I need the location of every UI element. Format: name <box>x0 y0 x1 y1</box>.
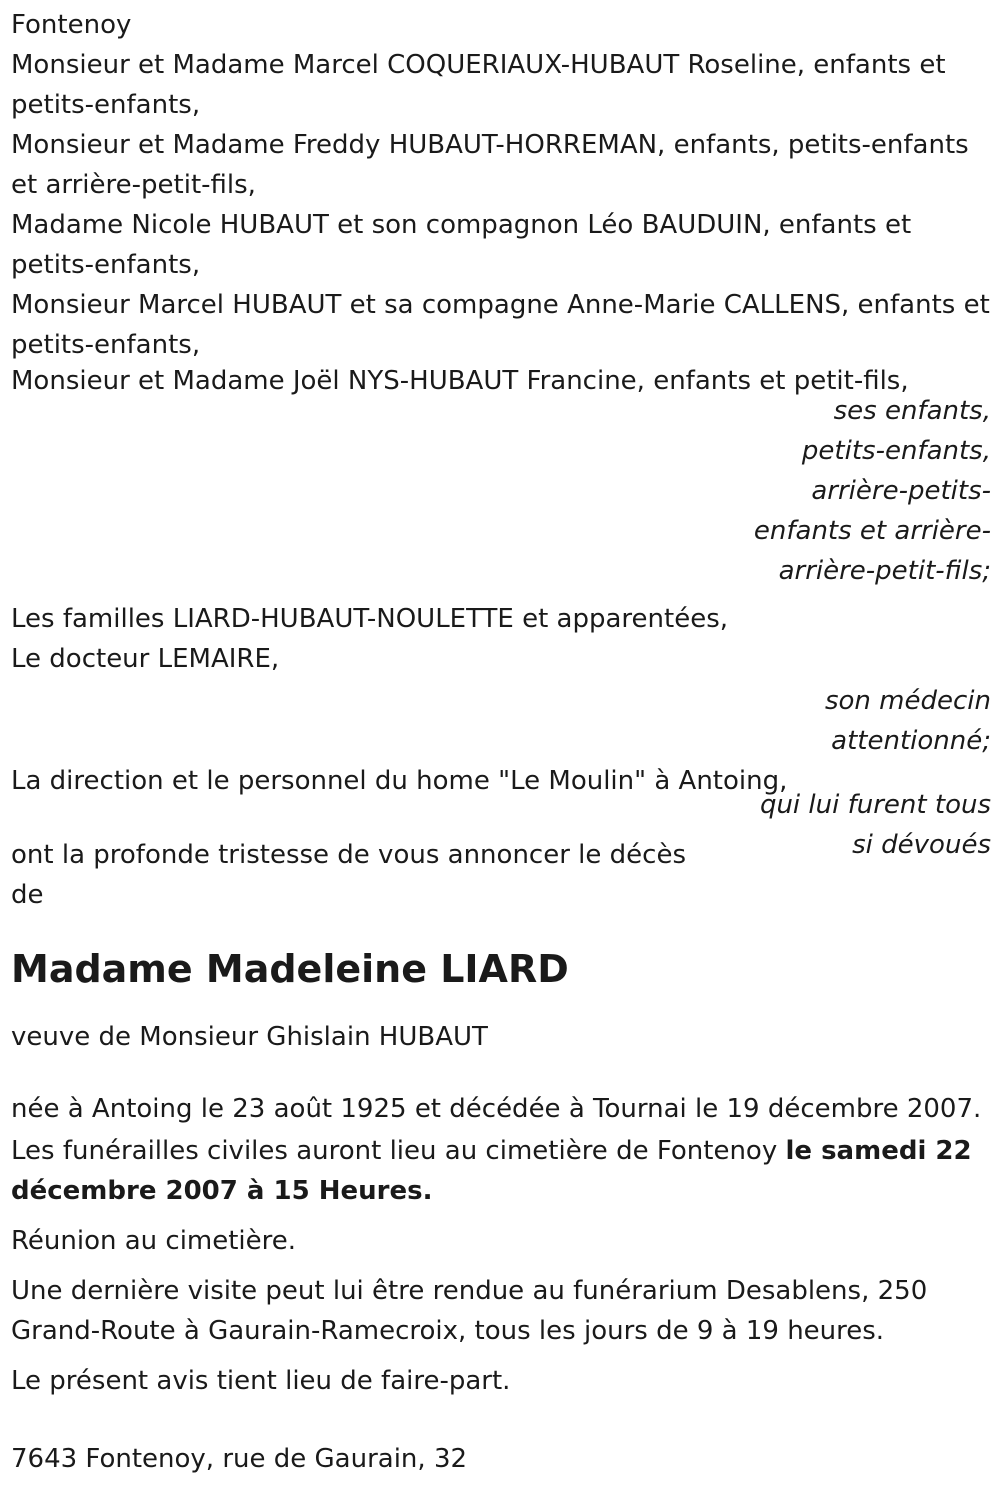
doctor-line: Le docteur LEMAIRE, <box>11 644 280 674</box>
care-home-note: qui lui furent tous si dévoués <box>759 790 991 860</box>
obituary-document <box>11 5 991 1479</box>
funeral-date: le samedi 22 décembre 2007 à 15 Heures. <box>11 1136 972 1206</box>
children-note: ses enfants, petits-enfants, arrière-petits-enfants et arrière-arrière-petit-fils; <box>753 396 991 586</box>
widow-of-line: veuve de Monsieur Ghislain HUBAUT <box>11 1022 488 1052</box>
birth-death-line: née à Antoing le 23 août 1925 et décédée à Tournai le 19 décembre 2007. <box>11 1094 982 1124</box>
funeral-line <box>11 1131 991 1211</box>
visit-line: Une dernière visite peut lui être rendue au funérarium Desablens, 250 Grand-Route à Gaurain-Ramecroix, tous les jours de 9 à 19 heures. <box>11 1276 928 1346</box>
family-line-4: Monsieur Marcel HUBAUT et sa compagne Anne-Marie CALLENS, enfants et petits-enfants, <box>11 290 990 360</box>
location-heading: Fontenoy <box>11 10 132 40</box>
address-line: 7643 Fontenoy, rue de Gaurain, 32 <box>11 1444 468 1474</box>
meeting-line: Réunion au cimetière. <box>11 1226 297 1256</box>
family-line-5: Monsieur et Madame Joël NYS-HUBAUT Francine, enfants et petit-fils, <box>11 366 909 396</box>
announcement-line: ont la profonde tristesse de vous annoncer le décès de <box>11 840 686 910</box>
notice-line: Le présent avis tient lieu de faire-part. <box>11 1366 511 1396</box>
family-line-3: Madame Nicole HUBAUT et son compagnon Léo BAUDUIN, enfants et petits-enfants, <box>11 210 912 280</box>
deceased-name: Madame Madeleine LIARD <box>11 947 569 991</box>
funeral-text: Les funérailles civiles auront lieu au cimetière de Fontenoy <box>11 1136 786 1166</box>
care-home-line: La direction et le personnel du home "Le Moulin" à Antoing, <box>11 766 788 796</box>
doctor-note: son médecin attentionné; <box>824 686 991 756</box>
family-line-2: Monsieur et Madame Freddy HUBAUT-HORREMAN, enfants, petits-enfants et arrière-petit-fils, <box>11 130 969 200</box>
related-families-line: Les familles LIARD-HUBAUT-NOULETTE et apparentées, <box>11 604 729 634</box>
family-line-1: Monsieur et Madame Marcel COQUERIAUX-HUBAUT Roseline, enfants et petits-enfants, <box>11 50 946 120</box>
